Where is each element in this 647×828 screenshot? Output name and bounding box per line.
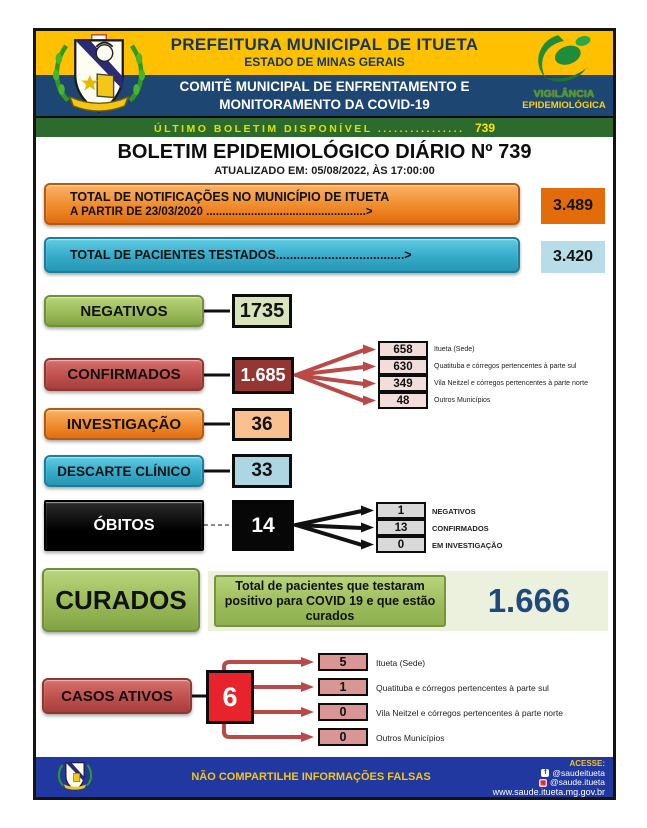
- casos-ativos-breakdown-value: 1: [318, 678, 368, 696]
- curados-bar: [42, 568, 200, 632]
- negativos-value: 1735: [232, 294, 292, 328]
- bulletin-updated: ATUALIZADO EM: 05/08/2022, ÀS 17:00:00: [214, 165, 435, 177]
- obitos-breakdown-label: NEGATIVOS: [432, 507, 476, 516]
- instagram-handle[interactable]: @saude.itueta: [493, 778, 605, 788]
- confirmados-breakdown-label: Outros Municípios: [434, 397, 491, 404]
- casos-ativos-value: 6: [206, 670, 254, 724]
- comite-line2: MONITORAMENTO DA COVID-19: [219, 97, 430, 112]
- confirmados-breakdown-value: 630: [378, 358, 428, 375]
- estado-subtitle: ESTADO DE MINAS GERAIS: [244, 55, 405, 69]
- instagram-icon: [539, 779, 547, 787]
- confirmados-value: 1.685: [232, 357, 294, 394]
- casos-ativos-bar: [42, 678, 192, 714]
- casos-ativos-breakdown-label: Itueta (Sede): [376, 658, 426, 668]
- casos-ativos-label: CASOS ATIVOS: [61, 687, 173, 705]
- notifications-total-value: 3.489: [541, 188, 605, 224]
- casos-ativos-breakdown-value: 0: [318, 728, 368, 746]
- casos-ativos-breakdown-label: Outros Municípios: [376, 733, 445, 743]
- last-bulletin-label: ÚLTIMO BOLETIM DISPONÍVEL ................: [153, 123, 465, 135]
- confirmados-breakdown-label: Vila Neitzel e córregos pertencentes à parte norte: [434, 380, 588, 387]
- facebook-icon: [541, 769, 549, 777]
- obitos-label: ÓBITOS: [93, 516, 155, 534]
- notifications-total-bar: [44, 183, 520, 225]
- obitos-breakdown-label: CONFIRMADOS: [432, 524, 489, 533]
- tested-total-value: 3.420: [541, 241, 605, 273]
- obitos-breakdown-value: 1: [376, 502, 426, 519]
- confirmados-breakdown-label: Itueta (Sede): [434, 346, 475, 353]
- tested-label: TOTAL DE PACIENTES TESTADOS.....................................>: [70, 247, 412, 262]
- investigacao-value: 36: [232, 408, 292, 441]
- obitos-value: 14: [232, 500, 294, 551]
- confirmados-breakdown-value: 48: [378, 392, 428, 409]
- notifications-line1: TOTAL DE NOTIFICAÇÕES NO MUNICÍPIO DE ITUETA: [70, 189, 390, 204]
- curados-label: CURADOS: [55, 584, 187, 615]
- confirmados-breakdown-value: 658: [378, 341, 428, 358]
- confirmados-label: CONFIRMADOS: [67, 366, 181, 383]
- investigacao-bar: [44, 408, 204, 440]
- prefeitura-title: PREFEITURA MUNICIPAL DE ITUETA: [170, 35, 479, 54]
- vigilancia-swoosh-icon: [526, 32, 602, 86]
- last-bulletin-number: 739: [474, 121, 496, 135]
- tested-total-bar: [44, 237, 520, 273]
- negativos-label: NEGATIVOS: [80, 302, 168, 320]
- negativos-bar: [44, 295, 204, 327]
- vigilancia-epidemiologica-logo: [518, 32, 610, 134]
- descarte-label: DESCARTE CLÍNICO: [57, 463, 191, 479]
- acesse-label: ACESSE:: [569, 759, 605, 768]
- website-link[interactable]: www.saude.itueta.mg.gov.br: [492, 786, 605, 797]
- bulletin-title: BOLETIM EPIDEMIOLÓGICO DIÁRIO Nº 739: [117, 141, 532, 163]
- obitos-breakdown-value: 13: [376, 519, 426, 536]
- vigilancia-label-line1: VIGILÂNCIA: [533, 88, 595, 100]
- footer-warning: NÃO COMPARTILHE INFORMAÇÕES FALSAS: [191, 771, 431, 783]
- bulletin-frame: [33, 28, 616, 800]
- casos-ativos-breakdown-label: Vila Neitzel e córregos pertencentes à parte norte: [376, 708, 563, 718]
- confirmados-bar: [44, 358, 204, 391]
- confirmados-breakdown-label: Quatituba e córregos pertencentes à parte sul: [434, 363, 577, 370]
- footer: [36, 757, 613, 797]
- vigilancia-label-line2: EPIDEMIOLÓGICA: [522, 100, 606, 111]
- casos-ativos-breakdown-label: Quatituba e córregos pertencentes à parte sul: [376, 683, 549, 693]
- obitos-bar: [44, 500, 204, 551]
- descarte-value: 33: [232, 454, 292, 488]
- obitos-breakdown-value: 0: [376, 536, 426, 553]
- casos-ativos-breakdown-value: 0: [318, 703, 368, 721]
- obitos-breakdown-label: EM INVESTIGAÇÃO: [432, 541, 503, 550]
- confirmados-breakdown-value: 349: [378, 375, 428, 392]
- curados-description: Total de pacientes que testaram positivo para COVID 19 e que estão curados: [214, 575, 446, 627]
- itueta-coat-of-arms-icon: [44, 33, 154, 117]
- curados-strip: [208, 571, 608, 631]
- investigacao-label: INVESTIGAÇÃO: [66, 415, 182, 433]
- descarte-bar: [44, 455, 204, 487]
- casos-ativos-breakdown-value: 5: [318, 653, 368, 671]
- footer-access-block: [493, 759, 605, 797]
- notifications-line2: A PARTIR DE 23/03/2020 ..................................................>: [70, 205, 373, 218]
- comite-line1: COMITÊ MUNICIPAL DE ENFRENTAMENTO E: [179, 79, 470, 94]
- facebook-handle[interactable]: f@saudeitueta: [493, 769, 605, 779]
- curados-value: 1.666: [487, 582, 571, 619]
- footer-coat-of-arms-icon: [54, 760, 96, 794]
